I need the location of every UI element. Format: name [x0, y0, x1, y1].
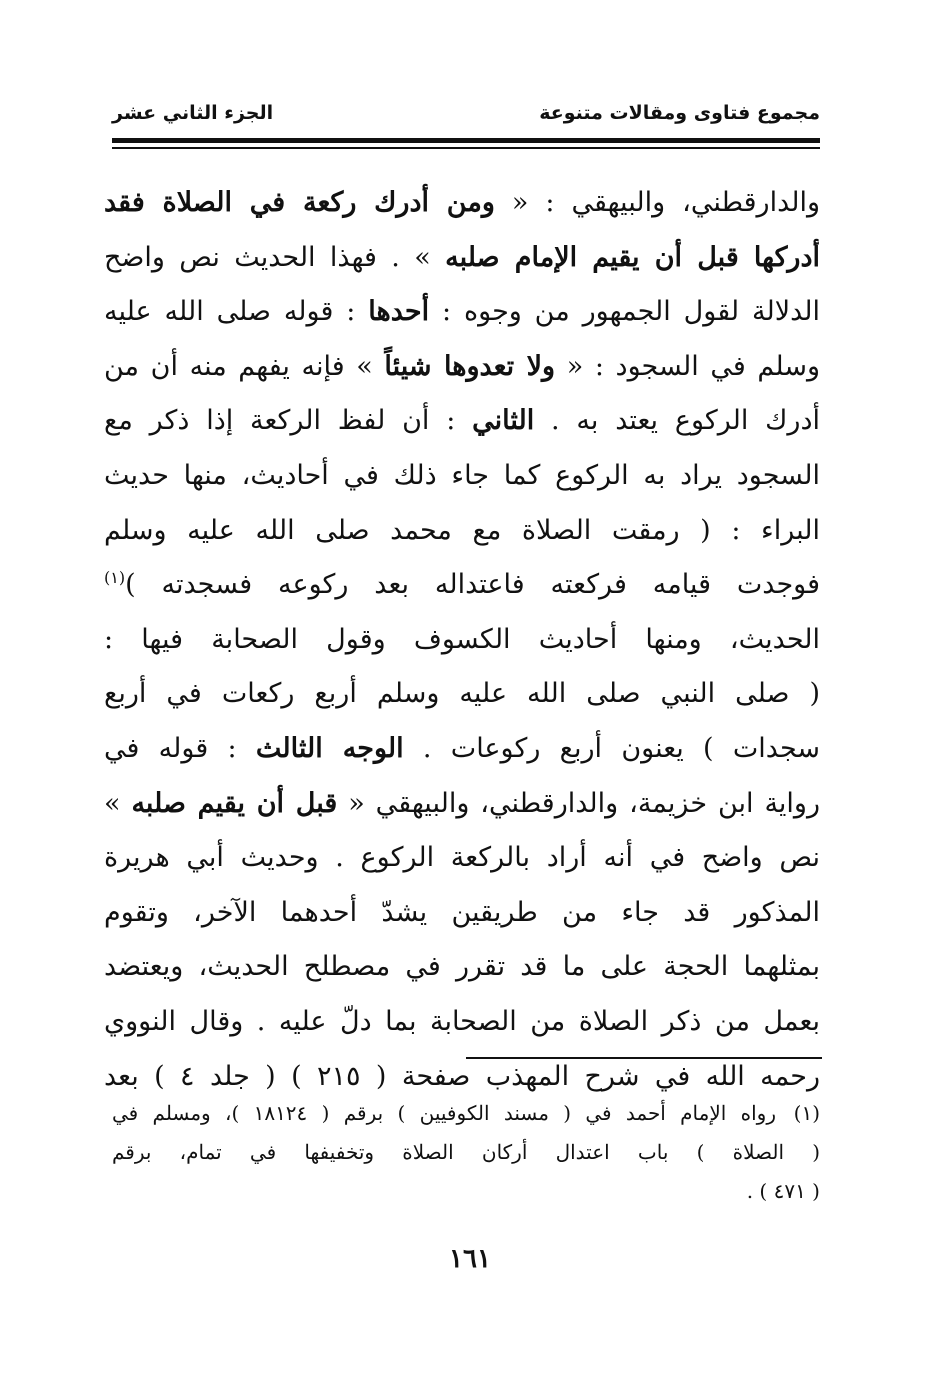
text-line: [104, 340, 820, 395]
text-run: فوجدت قيامه فركعته فاعتداله بعد ركوعه فسجدته ): [125, 569, 820, 601]
text-line: [104, 995, 820, 1050]
text-run: السجود يراد به الركوع كما جاء ذلك في أحاديث، منها حديث: [104, 459, 820, 491]
text-run: البراء : ( رمقت الصلاة مع محمد صلى الله عليه وسلم: [104, 514, 820, 546]
text-line: [104, 777, 820, 832]
footnote-line: [112, 1172, 820, 1211]
bold-text-run: أدركها قبل أن يقيم الإمام صلبه: [445, 241, 820, 273]
text-run: وسلم في السجود : «: [555, 350, 820, 382]
footnote-text: رواه الإمام أحمد في ( مسند الكوفيين ) برقم ( ١٨١٢٤ )، ومسلم في: [112, 1101, 776, 1125]
text-run: سجدات ) يعنون أربع ركوعات .: [403, 732, 820, 764]
header-volume: الجزء الثاني عشر: [112, 102, 274, 124]
header-rule-thick: [112, 138, 820, 143]
text-run: : قوله صلى الله عليه: [104, 296, 369, 328]
text-run: رحمه الله في شرح المهذب صفحة ( ٢١٥ ) ( جلد ٤ ) بعد: [104, 1060, 820, 1092]
bold-text-run: قبل أن يقيم صلبه: [131, 787, 338, 819]
text-line: [104, 176, 820, 231]
page-number: ١٦١: [449, 1244, 491, 1274]
footnote-text: ( ٤٧١ ) .: [746, 1179, 820, 1203]
text-line: [104, 558, 820, 613]
bold-text-run: ولا تعدوها شيئاً: [384, 350, 556, 382]
text-line: [104, 831, 820, 886]
text-run: رواية ابن خزيمة، والدارقطني، والبيهقي «: [337, 787, 820, 819]
text-line: [104, 667, 820, 722]
footnote-number: (١): [793, 1101, 820, 1125]
running-header: [112, 102, 820, 132]
text-run: ( صلى النبي صلى الله عليه وسلم أربع ركعات في أربع: [104, 678, 820, 710]
text-run: والدارقطني، والبيهقي : «: [494, 187, 820, 218]
text-line: [104, 722, 820, 777]
bold-text-run: أحدها: [368, 296, 430, 328]
header-rule-thin: [112, 147, 820, 149]
text-run: بمثلهما الحجة على ما قد تقرر في مصطلح الحديث، ويعتضد: [104, 951, 820, 983]
text-run: الدلالة لقول الجمهور من وجوه :: [429, 296, 820, 328]
text-line: [104, 940, 820, 995]
footnote-line: [112, 1094, 820, 1133]
text-run: » . فهذا الحديث نص واضح: [104, 241, 446, 273]
footnote-separator: [466, 1057, 822, 1059]
text-run: المذكور قد جاء من طريقين يشدّ أحدهما الآخر، وتقوم: [104, 896, 820, 928]
header-book-title: مجموع فتاوى ومقالات متنوعة: [539, 102, 820, 124]
text-line: [104, 886, 820, 941]
text-run: أدرك الركوع يعتد به .: [534, 405, 820, 437]
text-run: »: [104, 787, 132, 819]
text-line: [104, 504, 820, 559]
bold-text-run: ومن أدرك ركعة في الصلاة فقد: [104, 187, 495, 218]
footnotes: [112, 1094, 820, 1211]
text-line: [104, 449, 820, 504]
text-run: الحديث، ومنها أحاديث الكسوف وقول الصحابة فيها :: [104, 623, 820, 655]
text-run: بعمل من ذكر الصلاة من الصحابة بما دلّ عليه . وقال النووي: [104, 1005, 820, 1037]
text-run: : قوله في: [104, 732, 256, 764]
bold-text-run: الوجه الثالث: [255, 732, 404, 764]
text-run: : أن لفظ الركعة إذا ذكر مع: [104, 405, 473, 437]
text-line: [104, 285, 820, 340]
text-run: » فإنه يفهم منه أن من: [104, 350, 385, 382]
footnote-line: [112, 1133, 820, 1172]
main-text: [104, 176, 820, 1104]
text-run: نص واضح في أنه أراد بالركعة الركوع . وحديث أبي هريرة: [104, 842, 820, 874]
text-line: [104, 231, 820, 286]
text-line: [104, 613, 820, 668]
footnote-text: ( الصلاة ) باب اعتدال أركان الصلاة وتخفيفها في تمام، برقم: [112, 1140, 820, 1164]
bold-text-run: الثاني: [472, 405, 535, 437]
text-line: [104, 394, 820, 449]
footnote-marker[interactable]: (١): [104, 568, 126, 588]
